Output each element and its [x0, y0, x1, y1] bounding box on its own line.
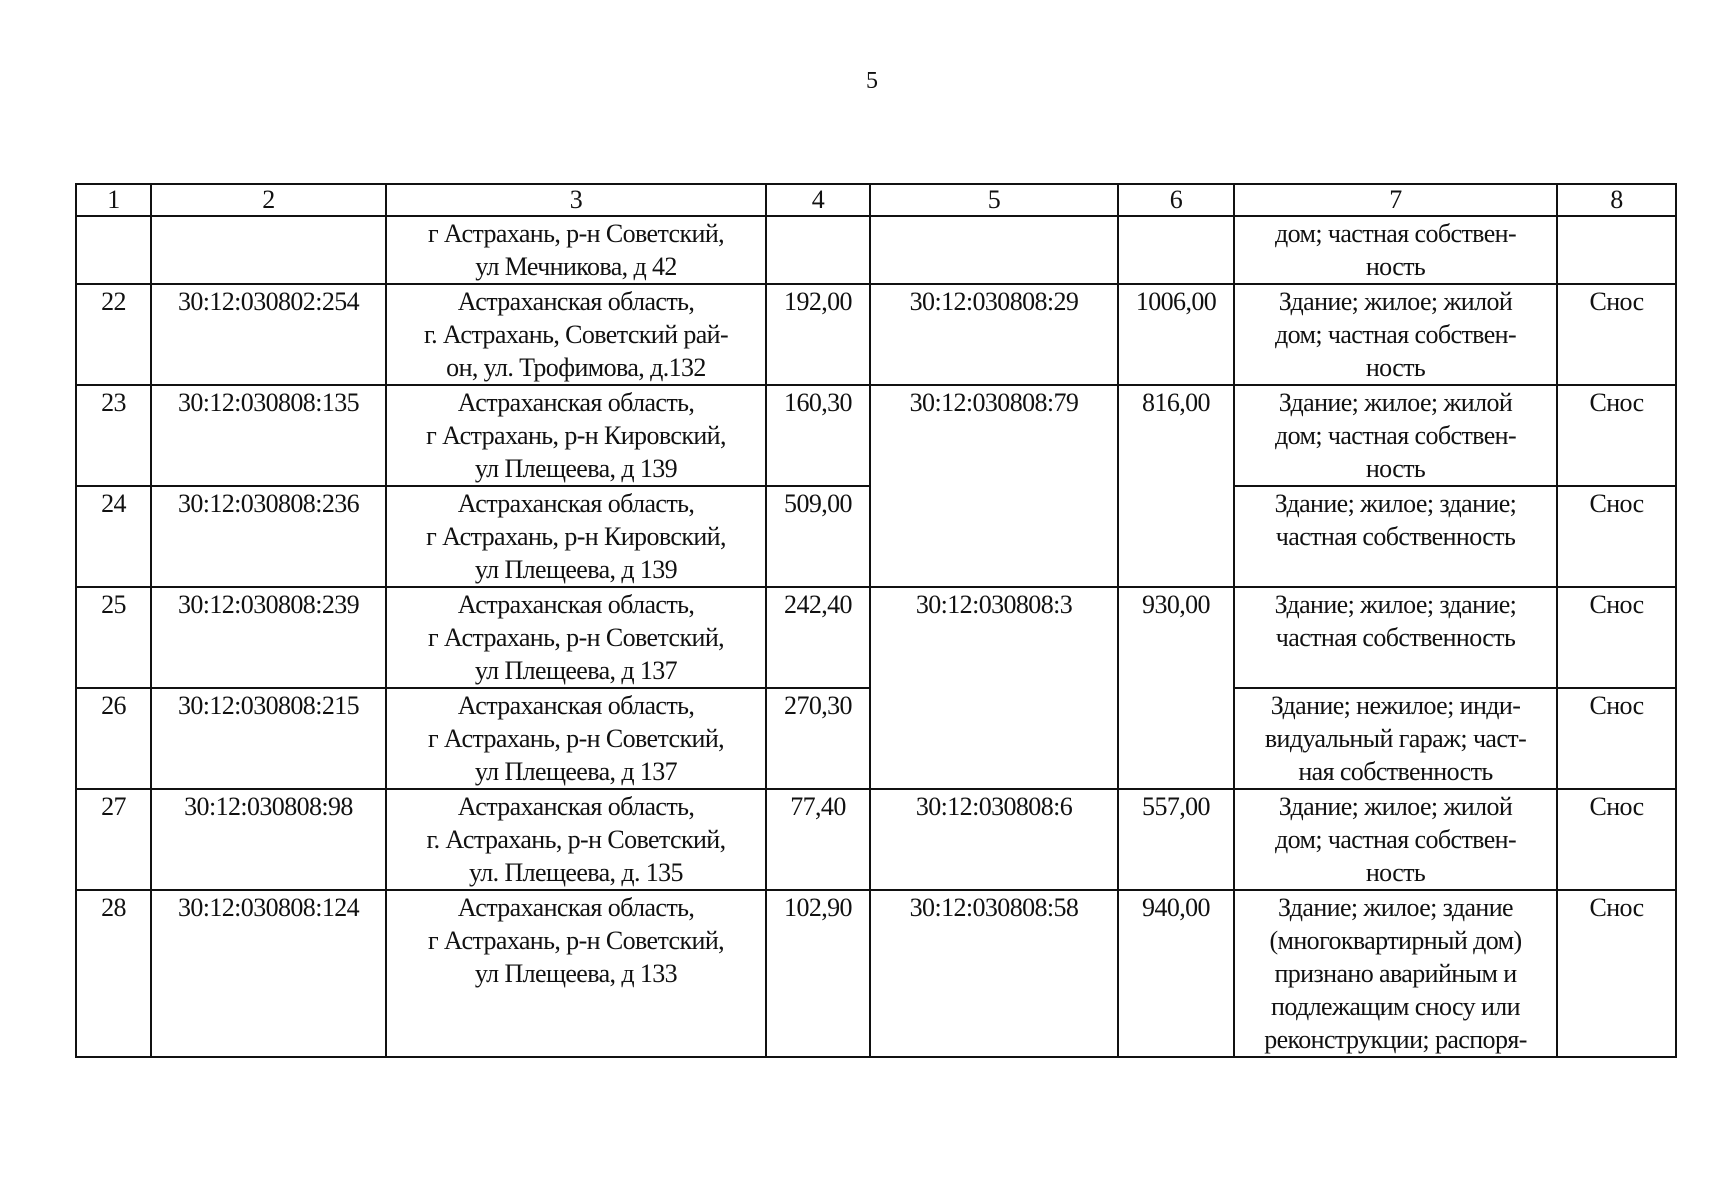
- description-cell: Здание; жилое; здание (многоквартирный дом) признано аварийным и подлежащим сносу или реконструкции; распоря-: [1234, 890, 1557, 1057]
- table-row: [76, 385, 1676, 486]
- cadastral-number: 30:12:030802:254: [151, 284, 386, 385]
- land-area-cell: 557,00: [1118, 789, 1234, 890]
- land-cadastral-number: 30:12:030808:29: [870, 284, 1118, 385]
- table-row: [76, 789, 1676, 890]
- land-cadastral-number: 30:12:030808:79: [870, 385, 1118, 587]
- cadastral-number: 30:12:030808:135: [151, 385, 386, 486]
- description-cell: Здание; жилое; жилой дом; частная собствен- ность: [1234, 385, 1557, 486]
- address-cell: Астраханская область, г Астрахань, р-н Советский, ул Плещеева, д 133: [386, 890, 766, 1057]
- row-number: 22: [76, 284, 151, 385]
- description-cell: дом; частная собствен- ность: [1234, 216, 1557, 284]
- column-header: 3: [386, 184, 766, 216]
- land-area-cell: 930,00: [1118, 587, 1234, 789]
- column-header: 4: [766, 184, 870, 216]
- address-cell: Астраханская область, г. Астрахань, Советский рай- он, ул. Трофимова, д.132: [386, 284, 766, 385]
- address-cell: г Астрахань, р-н Советский, ул Мечникова, д 42: [386, 216, 766, 284]
- page-number: 5: [866, 68, 878, 94]
- action-cell: Снос: [1557, 688, 1676, 789]
- row-number: 26: [76, 688, 151, 789]
- area-cell: 77,40: [766, 789, 870, 890]
- column-header: 2: [151, 184, 386, 216]
- column-header: 1: [76, 184, 151, 216]
- row-number: 28: [76, 890, 151, 1057]
- column-header: 6: [1118, 184, 1234, 216]
- action-cell: Снос: [1557, 486, 1676, 587]
- description-cell: Здание; нежилое; инди- видуальный гараж; част- ная собственность: [1234, 688, 1557, 789]
- area-cell: 192,00: [766, 284, 870, 385]
- description-cell: Здание; жилое; здание; частная собственность: [1234, 486, 1557, 587]
- action-cell: Снос: [1557, 284, 1676, 385]
- column-header: 8: [1557, 184, 1676, 216]
- area-cell: 102,90: [766, 890, 870, 1057]
- row-number: 24: [76, 486, 151, 587]
- action-cell: Снос: [1557, 789, 1676, 890]
- table-row: [76, 890, 1676, 1057]
- cadastral-number: 30:12:030808:236: [151, 486, 386, 587]
- column-header: 5: [870, 184, 1118, 216]
- address-cell: Астраханская область, г Астрахань, р-н Кировский, ул Плещеева, д 139: [386, 385, 766, 486]
- property-table: [75, 183, 1677, 1058]
- address-cell: Астраханская область, г Астрахань, р-н Кировский, ул Плещеева, д 139: [386, 486, 766, 587]
- area-cell: 242,40: [766, 587, 870, 688]
- land-area-cell: 1006,00: [1118, 284, 1234, 385]
- table-row: [76, 284, 1676, 385]
- description-cell: Здание; жилое; жилой дом; частная собствен- ность: [1234, 789, 1557, 890]
- header-row: [76, 184, 1676, 216]
- row-number: 25: [76, 587, 151, 688]
- column-header: 7: [1234, 184, 1557, 216]
- row-number: 23: [76, 385, 151, 486]
- land-cadastral-number: 30:12:030808:3: [870, 587, 1118, 789]
- land-area-cell: 816,00: [1118, 385, 1234, 587]
- action-cell: Снос: [1557, 890, 1676, 1057]
- description-cell: Здание; жилое; жилой дом; частная собствен- ность: [1234, 284, 1557, 385]
- address-cell: Астраханская область, г Астрахань, р-н Советский, ул Плещеева, д 137: [386, 688, 766, 789]
- land-cadastral-number: 30:12:030808:6: [870, 789, 1118, 890]
- cadastral-number: 30:12:030808:124: [151, 890, 386, 1057]
- description-cell: Здание; жилое; здание; частная собственность: [1234, 587, 1557, 688]
- area-cell: 270,30: [766, 688, 870, 789]
- table-row: [76, 587, 1676, 688]
- action-cell: Снос: [1557, 385, 1676, 486]
- address-cell: Астраханская область, г Астрахань, р-н Советский, ул Плещеева, д 137: [386, 587, 766, 688]
- cadastral-number: 30:12:030808:215: [151, 688, 386, 789]
- cadastral-number: 30:12:030808:98: [151, 789, 386, 890]
- row-number: 27: [76, 789, 151, 890]
- land-cadastral-number: 30:12:030808:58: [870, 890, 1118, 1057]
- address-cell: Астраханская область, г. Астрахань, р-н Советский, ул. Плещеева, д. 135: [386, 789, 766, 890]
- area-cell: 509,00: [766, 486, 870, 587]
- table-row-continuation: [76, 216, 1676, 284]
- cadastral-number: 30:12:030808:239: [151, 587, 386, 688]
- action-cell: Снос: [1557, 587, 1676, 688]
- land-area-cell: 940,00: [1118, 890, 1234, 1057]
- area-cell: 160,30: [766, 385, 870, 486]
